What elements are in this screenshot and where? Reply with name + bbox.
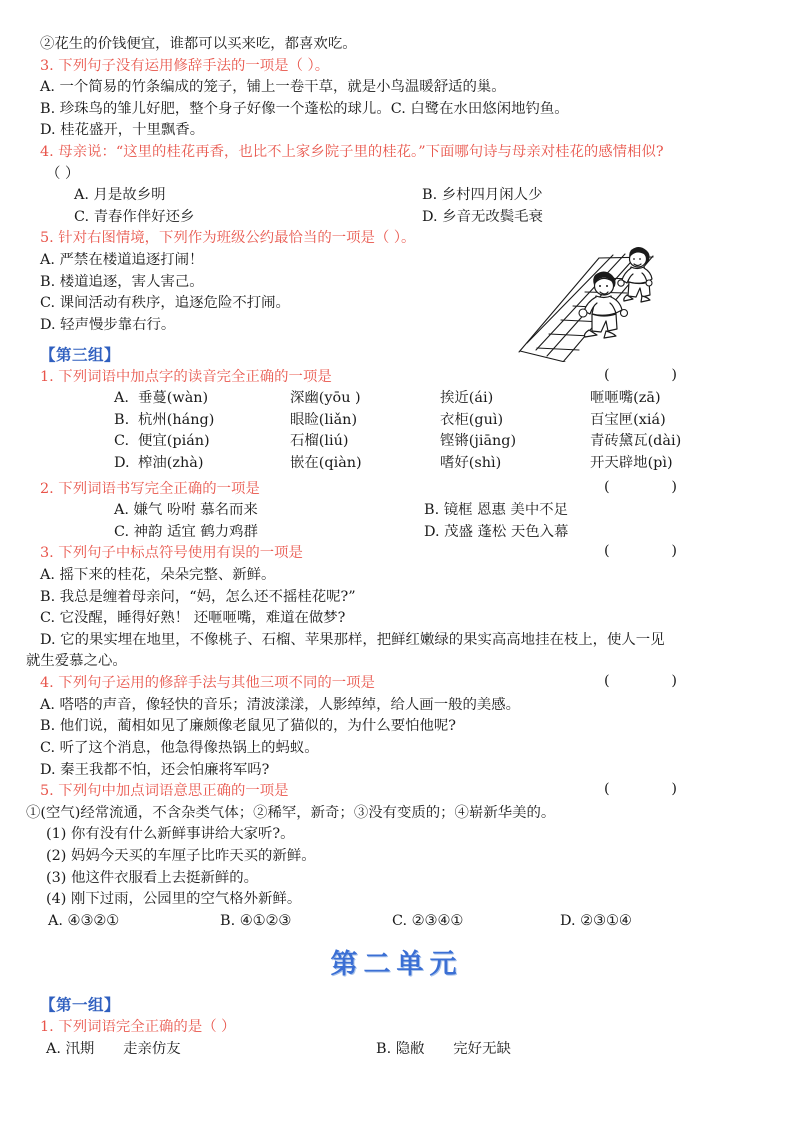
g3-q2-option-d: D. 茂盛 蓬松 天色入幕 — [424, 523, 569, 540]
g3-q1-stem-row — [26, 367, 767, 389]
q4-option-d: D. 乡音无改鬓毛衰 — [422, 208, 543, 225]
g3-q1-c-4: 青砖黛瓦(dài) — [590, 433, 682, 450]
g3-q3-option-d: D. 它的果实埋在地里，不像桃子、石榴、苹果那样，把鲜红嫩绿的果实高高地挂在枝上，使人一见 — [40, 631, 665, 648]
g3-q4-option-d: D. 秦王我都不怕，还会怕廉将军吗? — [40, 761, 270, 778]
stairs-illustration-svg — [503, 240, 683, 362]
g3-q4-stem-row — [26, 673, 767, 695]
g3-q5-sentence-3: (3) 他这件衣服看上去挺新鲜的。 — [46, 869, 259, 886]
group-three-title: 【第三组】 — [40, 345, 121, 364]
g3-q1-c-1: 便宜(pián) — [138, 433, 210, 450]
g3-q1-a-3: 挨近(ái) — [440, 390, 494, 407]
g3-q2-option-b: B. 镜框 恩惠 美中不足 — [424, 502, 568, 519]
g3-q1-d-1: 榨油(zhà) — [138, 454, 204, 471]
g3-q1-row-c — [26, 431, 767, 453]
u2-q1-options-row — [26, 1039, 767, 1061]
g3-q1-c-2: 石榴(liú) — [290, 433, 349, 450]
u2-q1-option-a: A. 汛期 走亲仿友 — [46, 1040, 181, 1057]
g3-q1-d-4: 开天辟地(pì) — [590, 454, 673, 471]
g3-q1-b-4: 百宝匣(xiá) — [590, 411, 666, 428]
g3-q3-stem: 3. 下列句子中标点符号使用有误的一项是 — [40, 545, 303, 562]
g3-q5-sentence-4: (4) 刚下过雨，公园里的空气格外新鲜。 — [46, 891, 302, 908]
g3-q3-option-d-wrap: 就生爱慕之心。 — [26, 653, 127, 670]
g3-q4-stem: 4. 下列句子运用的修辞手法与其他三项不同的一项是 — [40, 675, 375, 692]
g3-q5-answer-row — [26, 911, 767, 933]
q5-option-c: C. 课间活动有秩序，追逐危险不打闹。 — [40, 295, 290, 312]
continued-item-2: ②花生的价钱便宜，谁都可以买来吃，都喜欢吃。 — [40, 36, 357, 52]
g3-q5-answer-bracket[interactable]: ( ) — [604, 781, 689, 798]
q4-option-a: A. 月是故乡明 — [74, 187, 166, 204]
g3-q1-b-3: 衣柜(guì) — [440, 411, 504, 428]
g3-q3-option-a: A. 摇下来的桂花，朵朵完整、新鲜。 — [40, 567, 276, 584]
q4-option-c: C. 青春作伴好还乡 — [74, 208, 195, 225]
g3-q1-a-1: 垂蔓(wàn) — [138, 390, 209, 407]
g3-q1-a-2: 深幽(yōu ) — [290, 390, 361, 407]
g3-q4-option-a: A. 嗒嗒的声音，像轻快的音乐；清波漾漾，人影绰绰，给人画一般的美感。 — [40, 696, 521, 713]
stairs-illustration — [503, 240, 683, 362]
q4-answer-bracket[interactable]: （ ） — [46, 165, 80, 182]
g3-q1-label-b: B. — [114, 411, 130, 428]
q5-option-a: A. 严禁在楼道追逐打闹！ — [40, 252, 204, 269]
unit-two-group-one-title: 【第一组】 — [40, 996, 121, 1015]
g3-q1-stem: 1. 下列词语中加点字的读音完全正确的一项是 — [40, 368, 332, 385]
q4-options-row-2 — [26, 207, 767, 229]
g3-q2-stem: 2. 下列词语书写完全正确的一项是 — [40, 480, 260, 497]
g3-q1-b-2: 眼睑(liǎn) — [290, 411, 358, 428]
unit-two-title: 第二单元 — [330, 949, 463, 981]
u2-q1-stem: 1. 下列词语完全正确的是（ ） — [40, 1019, 236, 1036]
g3-q5-answer-a[interactable]: A. ④③②① — [48, 912, 120, 929]
g3-q2-answer-bracket[interactable]: ( ) — [604, 478, 689, 495]
q4-options-row-1 — [26, 185, 767, 207]
g3-q1-c-3: 铿锵(jiāng) — [440, 433, 517, 450]
u2-q1-option-b: B. 隐敝 完好无缺 — [376, 1040, 511, 1057]
g3-q2-row-1 — [26, 500, 767, 522]
g3-q5-answer-d[interactable]: D. ②③①④ — [560, 912, 632, 929]
g3-q2-option-a: A. 嫌气 吩咐 慕名而来 — [114, 502, 258, 519]
q5-option-b: B. 楼道追逐，害人害己。 — [40, 273, 204, 290]
g3-q5-stem: 5. 下列句中加点词语意思正确的一项是 — [40, 783, 289, 800]
q3-option-d: D. 桂花盛开，十里飘香。 — [40, 122, 205, 139]
g3-q1-a-4: 咂咂嘴(zā) — [590, 390, 661, 407]
g3-q2-option-c: C. 神韵 适宜 鹤力鸡群 — [114, 523, 258, 540]
g3-q5-stem-row — [26, 781, 767, 803]
g3-q5-sentence-1: (1) 你有没有什么新鲜事讲给大家听?。 — [46, 826, 295, 843]
q5-stem: 5. 针对右图情境，下列作为班级公约最恰当的一项是（ ）。 — [40, 230, 416, 247]
g3-q3-option-b: B. 我总是缠着母亲问，“妈，怎么还不摇桂花呢?” — [40, 588, 356, 605]
q5-option-d: D. 轻声慢步靠右行。 — [40, 316, 176, 333]
child-lower — [584, 272, 622, 339]
q4-stem: 4. 母亲说：“这里的桂花再香，也比不上家乡院子里的桂花。”下面哪句诗与母亲对桂花的感情相似? — [40, 144, 664, 161]
g3-q1-row-b — [26, 410, 767, 432]
g3-q1-answer-bracket[interactable]: ( ) — [604, 366, 689, 383]
g3-q4-answer-bracket[interactable]: ( ) — [604, 673, 689, 690]
g3-q5-definitions: ①(空气)经常流通，不含杂类气体；②稀罕，新奇；③没有变质的；④崭新华美的。 — [26, 804, 556, 821]
g3-q3-option-c: C. 它没醒，睡得好熟！ 还咂咂嘴，难道在做梦? — [40, 610, 346, 627]
g3-q3-answer-bracket[interactable]: ( ) — [604, 543, 689, 560]
g3-q1-d-3: 嗜好(shì) — [440, 454, 502, 471]
g3-q1-row-d — [26, 453, 767, 475]
g3-q5-answer-b[interactable]: B. ④①②③ — [220, 912, 292, 929]
g3-q4-option-c: C. 听了这个消息，他急得像热锅上的蚂蚁。 — [40, 739, 319, 756]
g3-q1-label-a: A. — [114, 390, 129, 407]
g3-q3-stem-row — [26, 543, 767, 565]
q4-option-b: B. 乡村四月闲人少 — [422, 187, 543, 204]
g3-q5-sentence-2: (2) 妈妈今天买的车厘子比昨天买的新鲜。 — [46, 847, 316, 864]
g3-q2-row-2 — [26, 522, 767, 544]
g3-q2-stem-row — [26, 479, 767, 501]
g3-q4-option-b: B. 他们说，蔺相如见了廉颇像老鼠见了猫似的，为什么要怕他呢? — [40, 718, 456, 735]
q3-stem: 3. 下列句子没有运用修辞手法的一项是（ ）。 — [40, 57, 330, 74]
q3-option-a: A. 一个简易的竹条编成的笼子，铺上一卷干草，就是小鸟温暖舒适的巢。 — [40, 79, 506, 96]
q3-option-b: B. 珍珠鸟的雏儿好肥，整个身子好像一个蓬松的球儿。C. 白鹭在水田悠闲地钓鱼。 — [40, 100, 569, 117]
g3-q1-row-a — [26, 388, 767, 410]
g3-q1-b-1: 杭州(háng) — [138, 411, 215, 428]
child-upper — [622, 247, 652, 302]
g3-q1-label-c: C. — [114, 433, 130, 450]
g3-q1-label-d: D. — [114, 454, 130, 471]
g3-q5-answer-c[interactable]: C. ②③④① — [392, 912, 464, 929]
g3-q1-d-2: 嵌在(qiàn) — [290, 454, 362, 471]
